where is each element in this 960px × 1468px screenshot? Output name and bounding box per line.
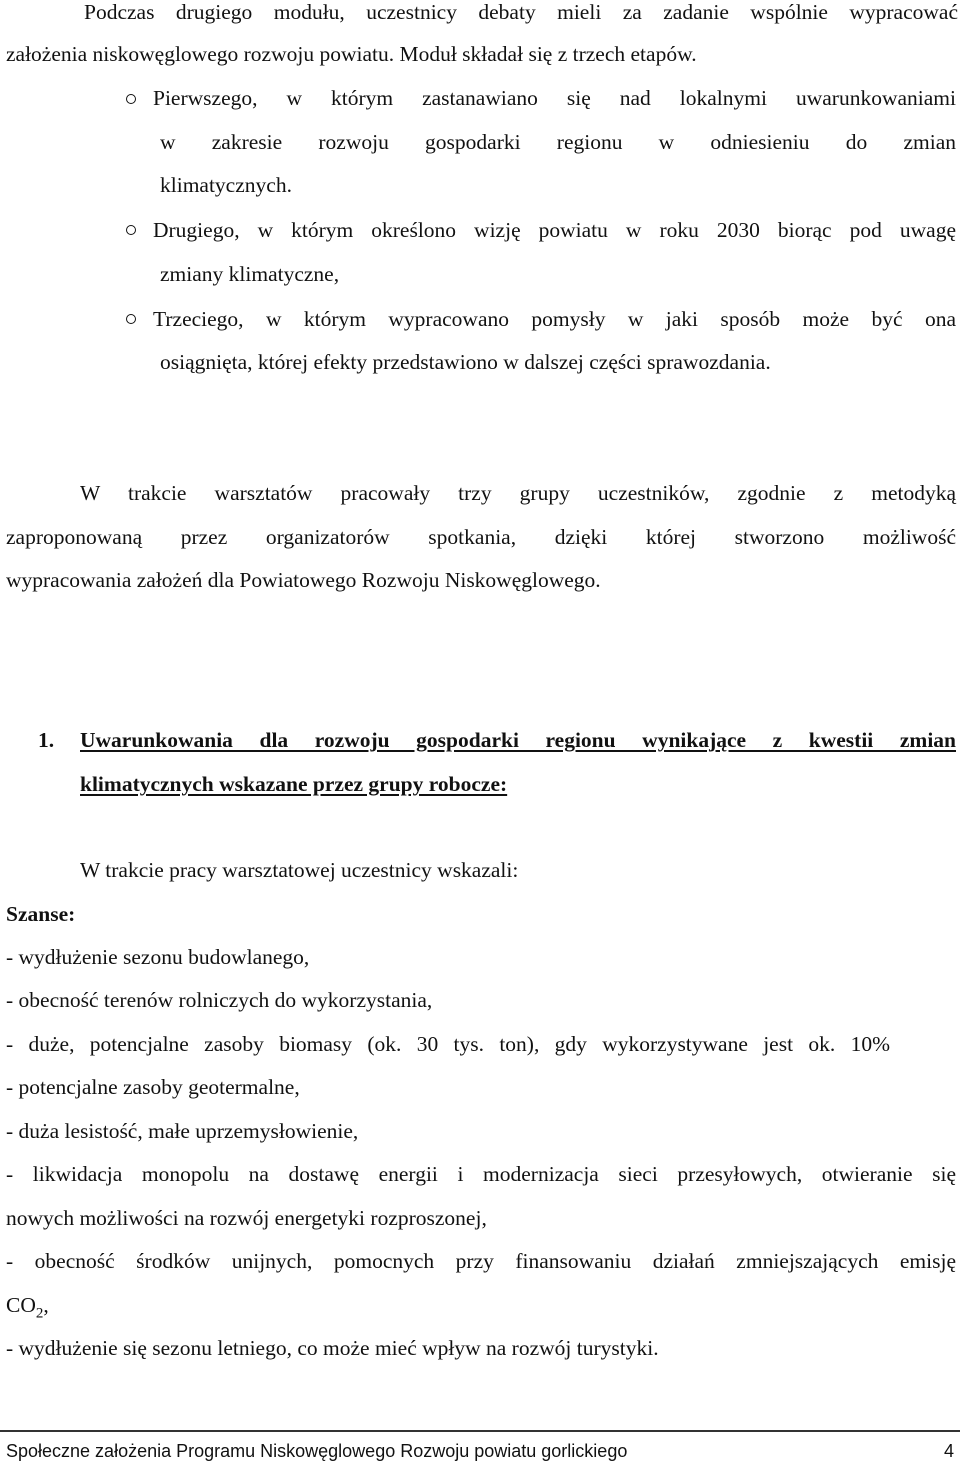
section-number: 1. [38,728,55,752]
co2-line [6,1293,49,1322]
list-item: - wydłużenie się sezonu letniego, co może mieć wpływ na rozwój turystyki. [6,1336,659,1360]
workshop-line-3: wypracowania założeń dla Powiatowego Rozwoju Niskowęglowego. [6,568,601,592]
list-item: - duża lesistość, małe uprzemysłowienie, [6,1119,359,1143]
intro-line-1: Podczas drugiego modułu, uczestnicy debaty mieli za zadanie wspólnie wypracować [84,0,958,24]
bullet-icon [126,225,136,235]
list-item: - wydłużenie sezonu budowlanego, [6,945,310,969]
workshop-line-1: W trakcie warsztatów pracowały trzy grupy uczestników, zgodnie z metodyką [80,481,956,505]
stage-2-line-2: zmiany klimatyczne, [160,262,340,286]
stage-3-line-2: osiągnięta, której efekty przedstawiono w dalszej części sprawozdania. [160,350,771,374]
stage-1-line-3: klimatycznych. [160,173,292,197]
co2-comma: , [43,1293,49,1317]
co2-text: CO [6,1293,36,1317]
bullet-icon [126,94,136,104]
list-item: - potencjalne zasoby geotermalne, [6,1075,300,1099]
stage-2-line-1: Drugiego, w którym określono wizję powiatu w roku 2030 biorąc pod uwagę [153,218,956,242]
opportunities-label: Szanse: [6,902,76,926]
workshop-line-2: zaproponowaną przez organizatorów spotkania, dzięki której stworzono możliwość [6,525,956,549]
footer-title: Społeczne założenia Programu Niskowęglowego Rozwoju powiatu gorlickiego [6,1441,628,1461]
page-number: 4 [943,1441,954,1461]
co2-subscript: 2 [35,1305,44,1322]
section-title-line-1: Uwarunkowania dla rozwoju gospodarki regionu wynikające z kwestii zmian [80,728,956,752]
list-item: - obecność środków unijnych, pomocnych przy finansowaniu działań zmniejszających emisję [6,1249,956,1273]
stage-1-line-1: Pierwszego, w którym zastanawiano się nad lokalnymi uwarunkowaniami [153,86,956,110]
bullet-icon [126,314,136,324]
stage-1-line-2: w zakresie rozwoju gospodarki regionu w odniesieniu do zmian [160,130,956,154]
section-intro: W trakcie pracy warsztatowej uczestnicy wskazali: [80,858,519,882]
footer-divider [0,1430,960,1432]
intro-line-2: założenia niskowęglowego rozwoju powiatu. Moduł składał się z trzech etapów. [6,42,697,66]
stage-3-line-1: Trzeciego, w którym wypracowano pomysły w jaki sposób może być ona [153,307,956,331]
section-title-line-2: klimatycznych wskazane przez grupy robocze: [80,772,508,796]
list-item: - likwidacja monopolu na dostawę energii i modernizacja sieci przesyłowych, otwieranie się [6,1162,956,1186]
list-item: - obecność terenów rolniczych do wykorzystania, [6,988,433,1012]
list-item-continuation: nowych możliwości na rozwój energetyki rozproszonej, [6,1206,487,1230]
list-item: - duże, potencjalne zasoby biomasy (ok. 30 tys. ton), gdy wykorzystywane jest ok. 10% [6,1032,890,1056]
